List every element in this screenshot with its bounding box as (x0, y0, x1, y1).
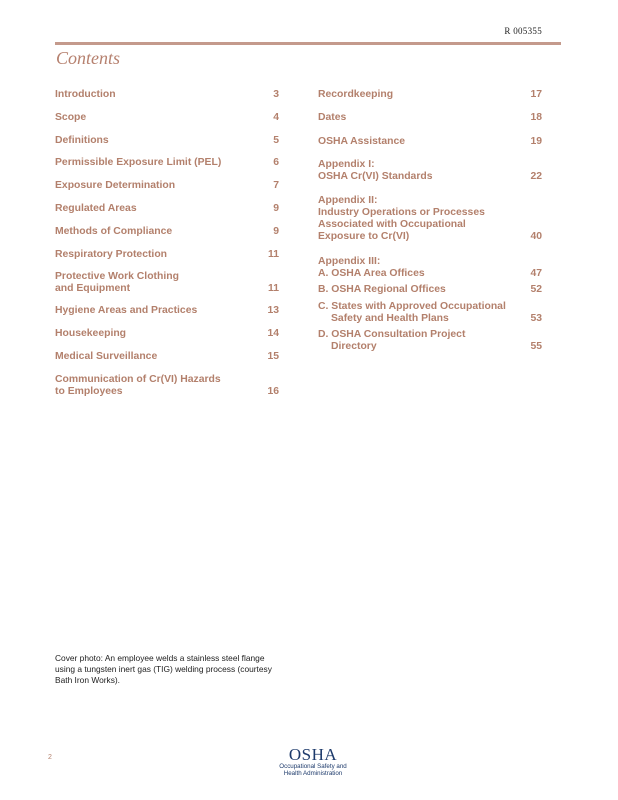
toc-entry-housekeeping[interactable]: Housekeeping 14 (55, 328, 279, 339)
toc-entry-protective-clothing[interactable]: Protective Work Clothing and Equipment 11 (55, 271, 279, 294)
toc-entry-consultation-directory[interactable]: D. OSHA Consultation Project Directory 55 (318, 329, 542, 352)
toc-entry-appendix-1[interactable]: Appendix I: OSHA Cr(VI) Standards 22 (318, 159, 542, 182)
toc-entry-introduction[interactable]: Introduction 3 (55, 89, 279, 100)
toc-entry-pel[interactable]: Permissible Exposure Limit (PEL) 6 (55, 157, 279, 168)
toc-entry-state-plans[interactable]: C. States with Approved Occupational Safety and Health Plans 53 (318, 301, 542, 324)
toc-entry-area-offices[interactable]: A. OSHA Area Offices 47 (318, 268, 542, 279)
document-id: R 005355 (504, 26, 542, 36)
osha-logo (268, 746, 358, 777)
toc-entry-recordkeeping[interactable]: Recordkeeping 17 (318, 89, 542, 100)
toc-entry-appendix-2[interactable]: Appendix II: Industry Operations or Processes Associated with Occupational Exposure to Cr(VI) 40 (318, 195, 542, 242)
toc-entry-osha-assistance[interactable]: OSHA Assistance 19 (318, 136, 542, 147)
toc-entry-definitions[interactable]: Definitions 5 (55, 135, 279, 146)
toc-entry-scope[interactable]: Scope 4 (55, 112, 279, 123)
cover-photo-caption: Cover photo: An employee welds a stainless steel flange using a tungsten inert gas (TIG) welding process (courtesy Bath Iron Works). (55, 653, 272, 685)
page-title: Contents (56, 48, 121, 68)
toc-entry-hygiene-areas[interactable]: Hygiene Areas and Practices 13 (55, 305, 279, 316)
osha-logo-mark: OSHA (288, 745, 338, 764)
toc-entry-respiratory-protection[interactable]: Respiratory Protection 11 (55, 249, 279, 260)
osha-logo-line2: Health Administration (283, 770, 343, 777)
title-rule (55, 42, 561, 45)
page-number: 2 (48, 754, 52, 761)
toc-entry-regulated-areas[interactable]: Regulated Areas 9 (55, 203, 279, 214)
osha-logo-line1: Occupational Safety and (279, 763, 347, 770)
toc-entry-medical-surveillance[interactable]: Medical Surveillance 15 (55, 351, 279, 362)
toc-entry-communication-of-hazards[interactable]: Communication of Cr(VI) Hazards to Employees 16 (55, 374, 279, 397)
toc-entry-exposure-determination[interactable]: Exposure Determination 7 (55, 180, 279, 191)
toc-entry-regional-offices[interactable]: B. OSHA Regional Offices 52 (318, 284, 542, 295)
toc-entry-methods-of-compliance[interactable]: Methods of Compliance 9 (55, 226, 279, 237)
toc-entry-dates[interactable]: Dates 18 (318, 112, 542, 123)
toc-heading-appendix-3: Appendix III: (318, 256, 381, 267)
